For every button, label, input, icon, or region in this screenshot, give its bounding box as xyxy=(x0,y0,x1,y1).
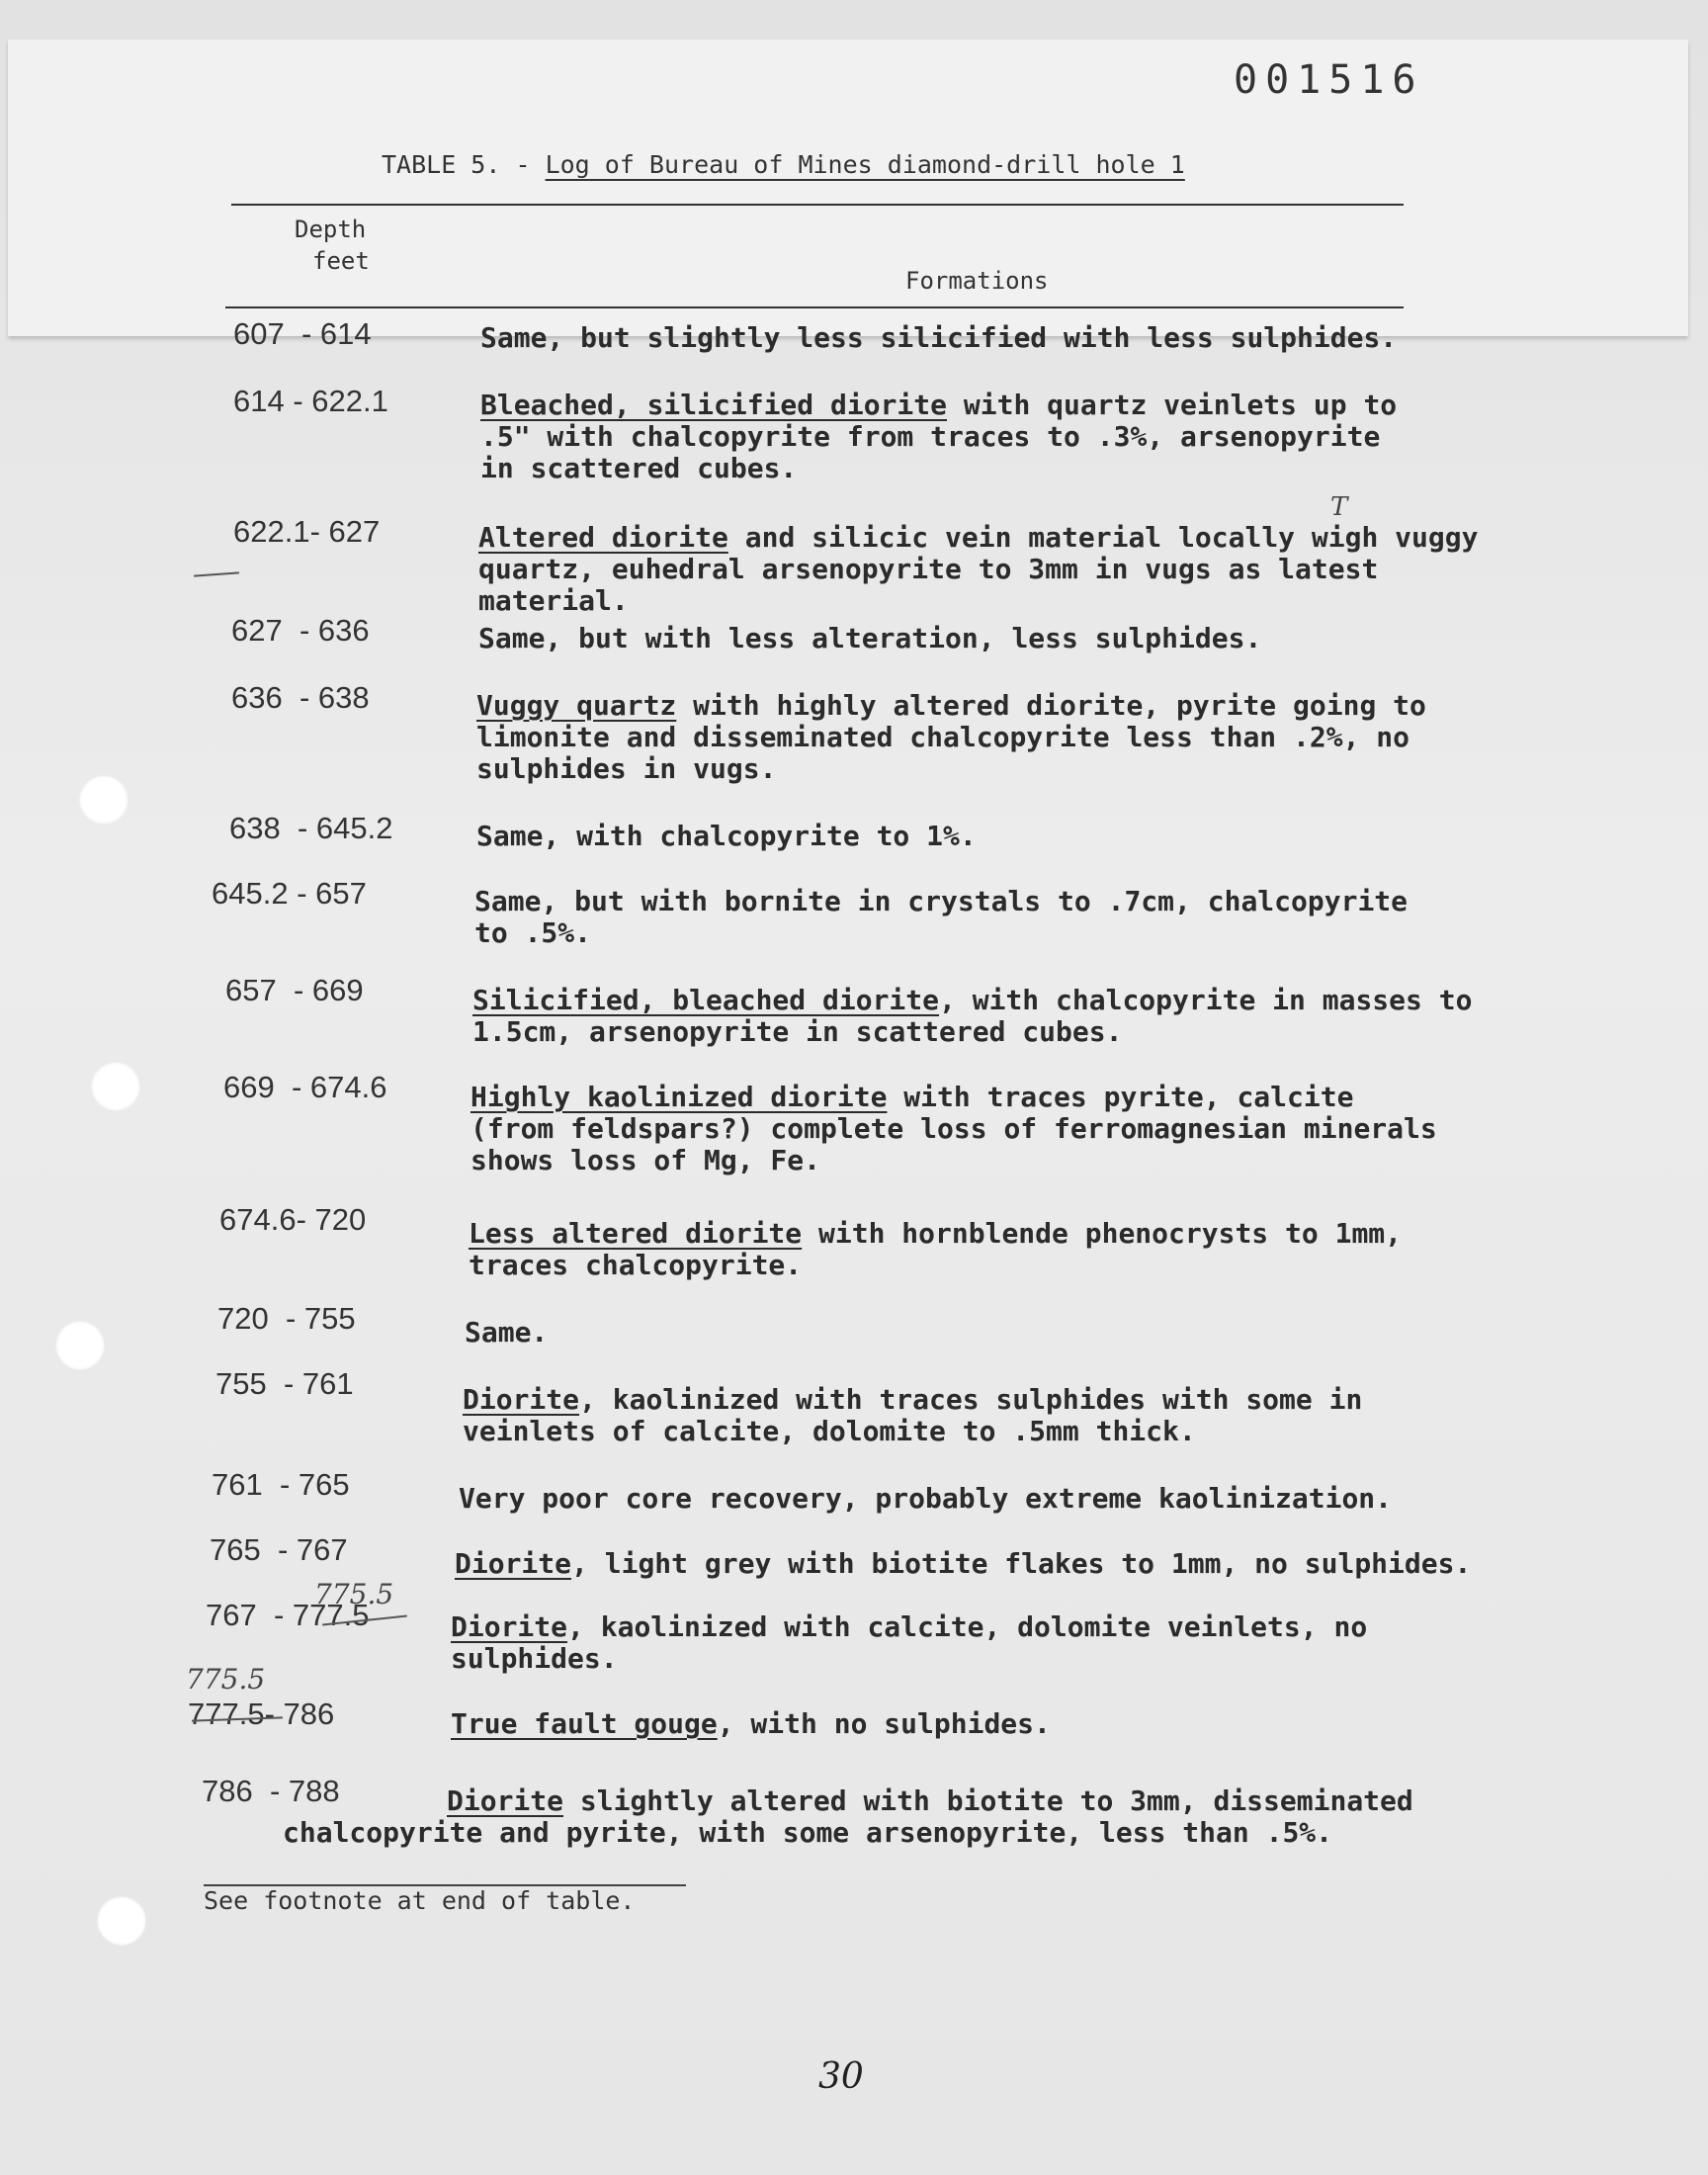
depth-range: 777.5- 786 xyxy=(188,1696,335,1731)
depth-range: 622.1- 627 xyxy=(233,514,381,549)
depth-range: 636 - 638 xyxy=(231,680,370,715)
header-top-rule xyxy=(231,204,1404,206)
formation-description xyxy=(474,886,1542,949)
formations-header: Formations xyxy=(905,267,1049,295)
formation-description xyxy=(480,390,1548,484)
formation-text: slightly altered with biotite to 3mm, disseminated chalcopyrite and pyrite, with some arsenopyrite, less than .5%. xyxy=(283,1784,1413,1849)
pasted-header-slip xyxy=(8,40,1688,336)
formation-term: Less altered diorite xyxy=(469,1217,803,1250)
formation-text: Very poor core recovery, probably extreme kaolinization. xyxy=(459,1482,1393,1515)
formation-term: Diorite xyxy=(463,1383,580,1416)
formation-text: , with no sulphides. xyxy=(717,1707,1051,1740)
header-bottom-rule xyxy=(225,306,1404,308)
depth-range: 720 - 755 xyxy=(217,1301,356,1336)
stray-pen-mark xyxy=(194,571,239,576)
depth-header-line1: Depth xyxy=(295,216,367,243)
depth-range: 786 - 788 xyxy=(202,1774,340,1808)
formation-text: with highly altered diorite, pyrite going to limonite and disseminated chalcopyrite less than .2%, no sulphides in vugs. xyxy=(476,689,1426,785)
punch-hole xyxy=(97,1896,146,1946)
formation-description xyxy=(469,1218,1536,1281)
table-label: TABLE 5. - xyxy=(382,150,546,179)
formation-text: and silicic vein material locally wigh vuggy quartz, euhedral arsenopyrite to 3mm in vugs as latest material. xyxy=(478,521,1479,617)
punch-hole xyxy=(55,1321,105,1370)
table-caption: Log of Bureau of Mines diamond-drill hole 1 xyxy=(545,150,1185,179)
depth-range: 614 - 622.1 xyxy=(233,384,388,418)
formation-term: Diorite xyxy=(455,1547,572,1580)
formation-description xyxy=(455,1548,1522,1580)
formation-description xyxy=(472,985,1540,1048)
formation-term: Diorite xyxy=(451,1610,568,1643)
formation-description xyxy=(451,1611,1518,1675)
formation-description xyxy=(476,821,1544,852)
formation-description xyxy=(465,1317,1532,1348)
depth-range: 638 - 645.2 xyxy=(229,811,393,845)
depth-range: 607 - 614 xyxy=(233,316,372,351)
depth-range: 755 - 761 xyxy=(215,1366,354,1401)
punch-hole xyxy=(91,1062,140,1111)
formation-description xyxy=(480,322,1548,354)
formation-description xyxy=(451,1708,1518,1740)
depth-header-line2: feet xyxy=(312,247,370,275)
formation-term: Vuggy quartz xyxy=(476,689,677,722)
formation-description xyxy=(459,1483,1526,1515)
formation-text: Same, but with less alteration, less sulphides. xyxy=(478,622,1262,654)
depth-range: 657 - 669 xyxy=(225,973,364,1007)
page-number: 30 xyxy=(818,2056,864,2097)
formation-description xyxy=(283,1785,1419,1849)
formation-text: Same, but with bornite in crystals to .7cm, chalcopyrite to .5%. xyxy=(474,885,1409,949)
depth-range-text: 767 - 777.5 xyxy=(206,1598,370,1632)
formation-term: Altered diorite xyxy=(478,521,728,554)
depth-range: 627 - 636 xyxy=(231,613,370,648)
depth-range: 645.2 - 657 xyxy=(212,876,367,911)
formation-term: Highly kaolinized diorite xyxy=(470,1081,888,1113)
depth-range: 765 - 767 xyxy=(210,1532,348,1567)
formation-term: Bleached, silicified diorite xyxy=(480,389,948,421)
handwritten-correction-775-5-lower: 775.5 xyxy=(186,1663,266,1696)
footnote: See footnote at end of table. xyxy=(204,1886,636,1915)
formation-text: with traces pyrite, calcite (from feldspars?) complete loss of ferromagnesian minerals shows loss of Mg, Fe. xyxy=(470,1081,1437,1176)
formation-description xyxy=(463,1384,1530,1447)
depth-range: 674.6- 720 xyxy=(219,1202,367,1237)
formation-term: Silicified, bleached diorite xyxy=(472,984,940,1016)
formation-term: Diorite xyxy=(447,1784,564,1817)
formation-text: with quartz veinlets up to .5" with chalcopyrite from traces to .3%, arsenopyrite in scattered cubes. xyxy=(480,389,1398,484)
formation-text: , kaolinized with traces sulphides with some in veinlets of calcite, dolomite to .5mm thick. xyxy=(463,1383,1363,1447)
handwritten-correction-t: T xyxy=(1330,492,1348,522)
formation-text: with hornblende phenocrysts to 1mm, traces chalcopyrite. xyxy=(469,1217,1403,1281)
formation-text: , light grey with biotite flakes to 1mm, no sulphides. xyxy=(571,1547,1472,1580)
depth-range: 761 - 765 xyxy=(212,1467,350,1502)
table-title xyxy=(382,150,1185,179)
formation-text: Same, but slightly less silicified with less sulphides. xyxy=(480,321,1398,354)
punch-hole xyxy=(79,775,128,825)
formation-description xyxy=(478,623,1546,654)
formation-text: Same, with chalcopyrite to 1%. xyxy=(476,820,977,852)
document-number: 001516 xyxy=(1234,57,1424,103)
formation-text: , kaolinized with calcite, dolomite veinlets, no sulphides. xyxy=(451,1610,1368,1675)
formation-text: Same. xyxy=(465,1316,549,1348)
depth-range: 669 - 674.6 xyxy=(223,1070,387,1104)
formation-text: , with chalcopyrite in masses to 1.5cm, arsenopyrite in scattered cubes. xyxy=(472,984,1473,1048)
formation-description xyxy=(476,690,1544,785)
formation-description xyxy=(470,1082,1538,1176)
handwritten-correction-775-5-upper: 775.5 xyxy=(314,1578,394,1610)
formation-term: True fault gouge xyxy=(451,1707,718,1740)
formation-description xyxy=(478,522,1546,617)
